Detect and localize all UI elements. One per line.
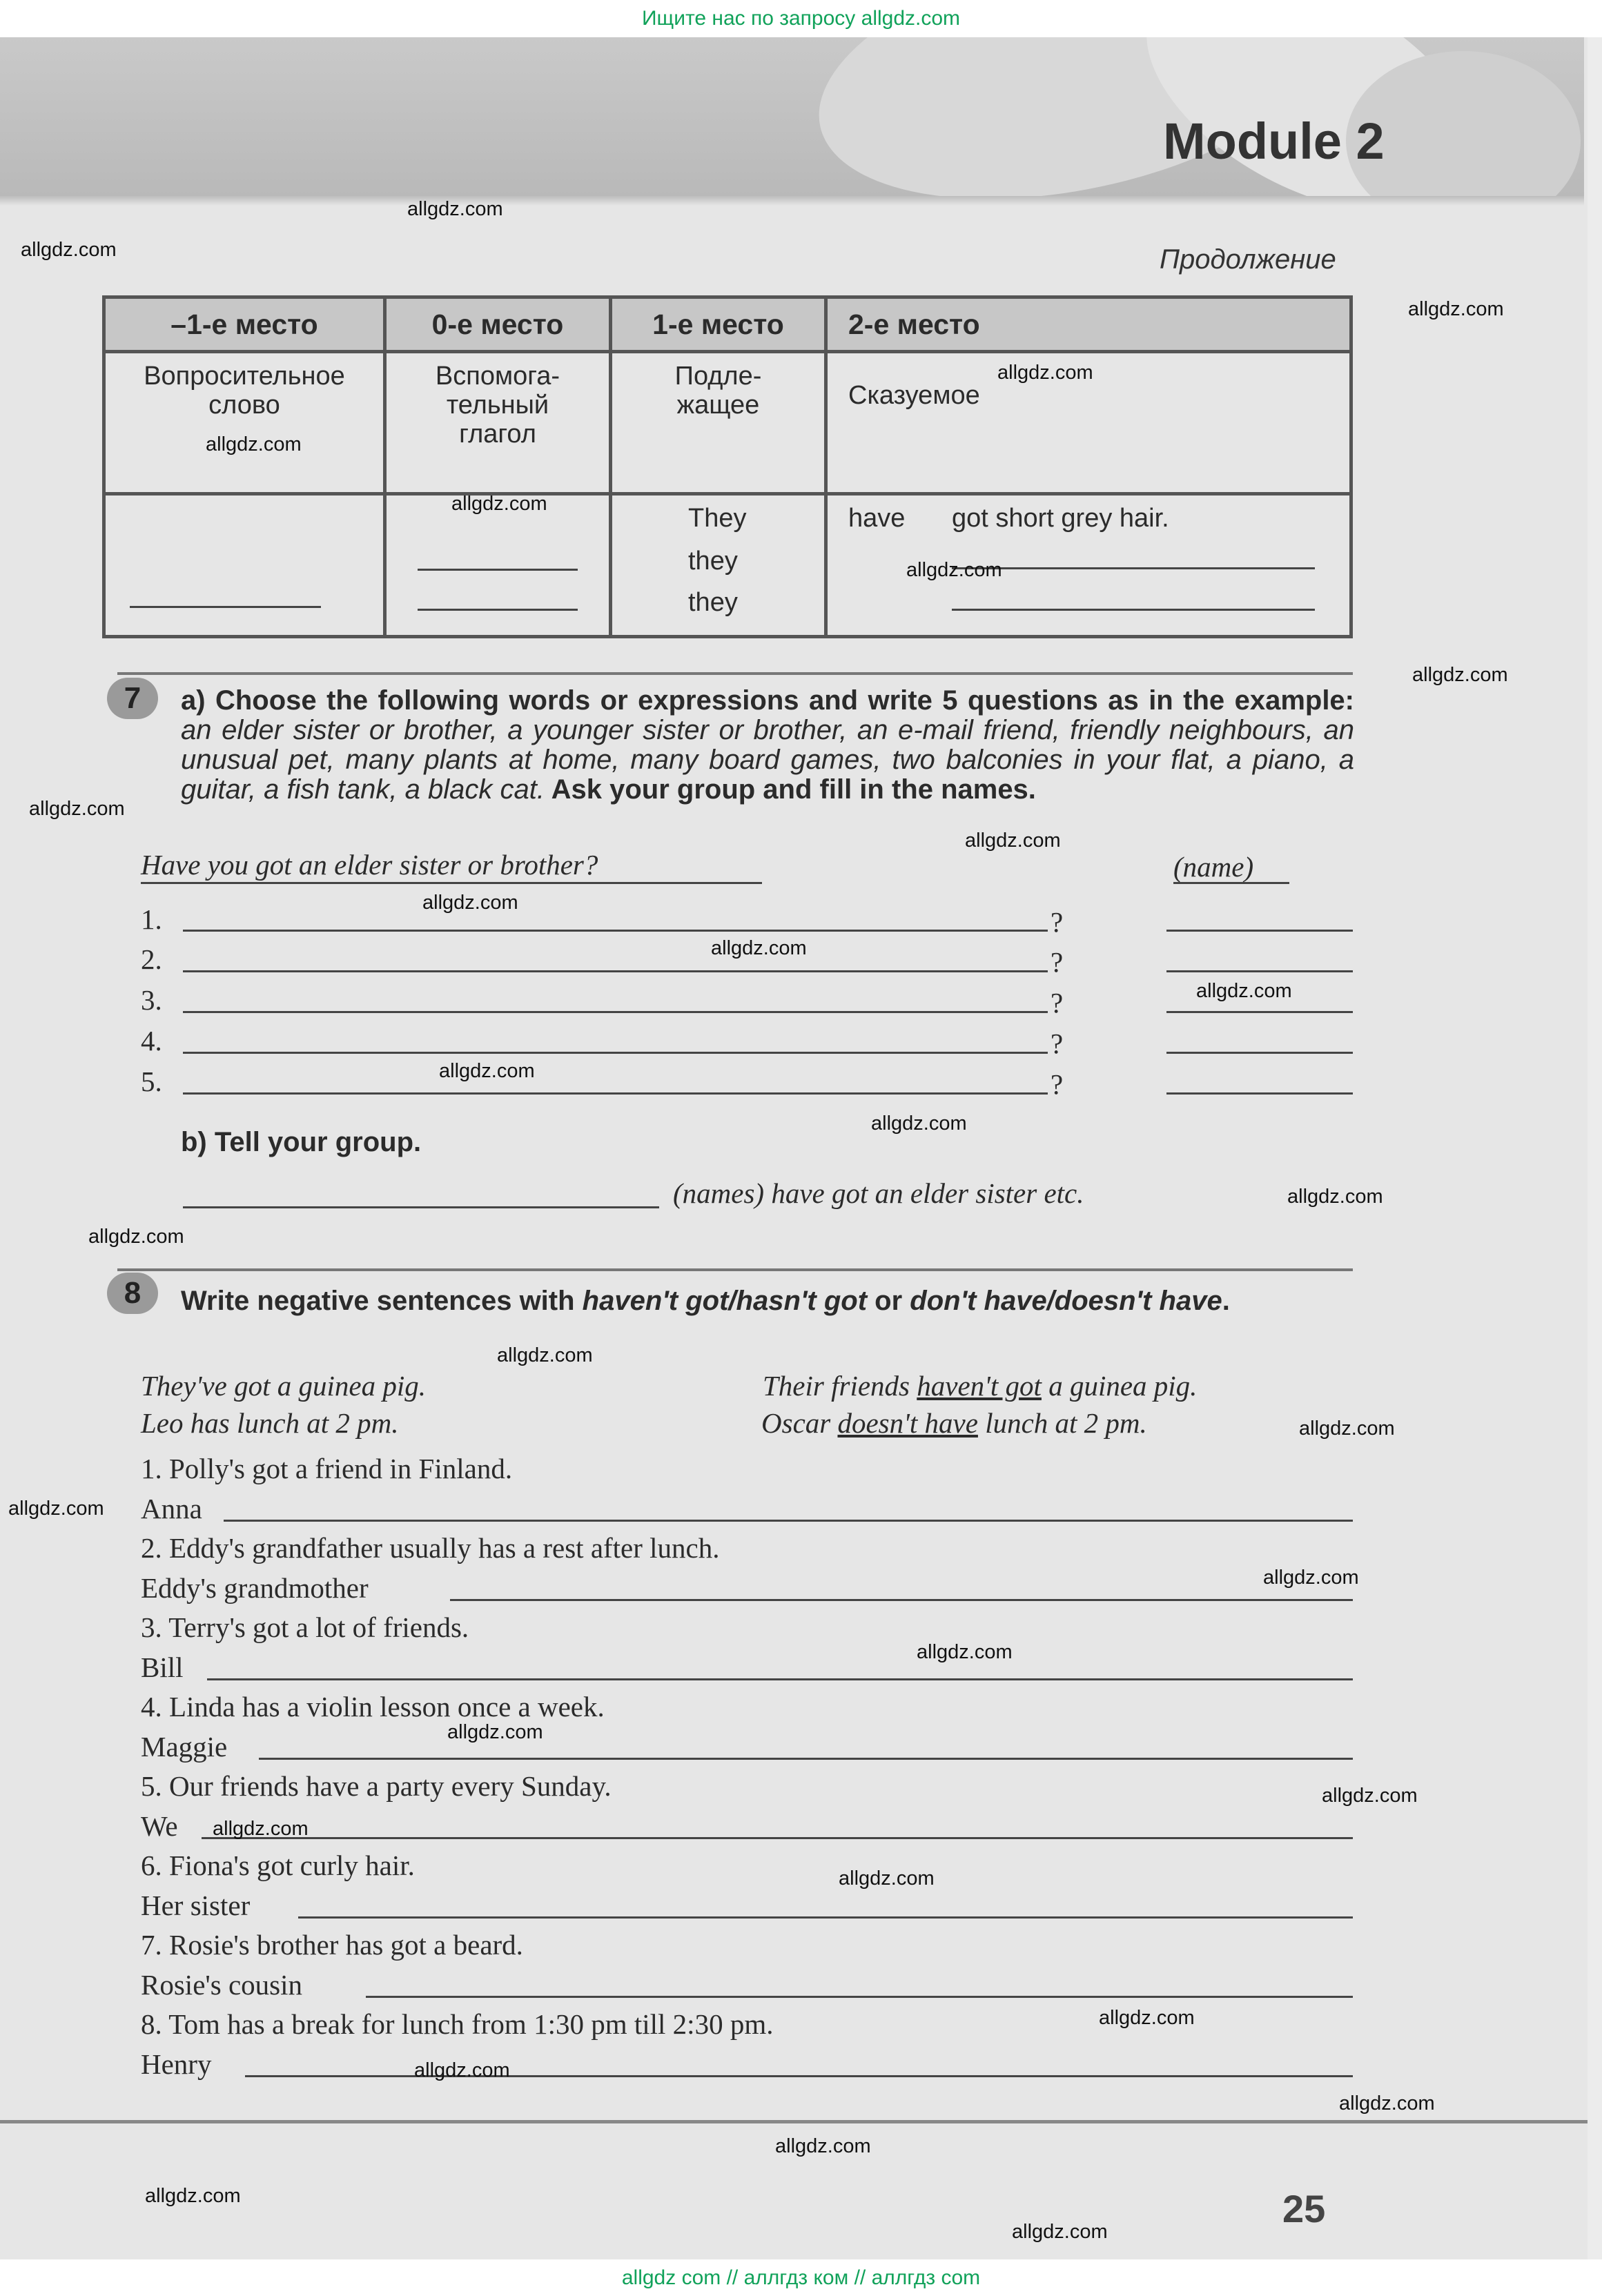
- answer-line-number: 1.: [141, 903, 162, 935]
- watermark-text: allgdz.com: [29, 798, 125, 820]
- watermark-text: allgdz.com: [213, 1818, 309, 1840]
- table-cell: Подле-жащее: [611, 352, 826, 494]
- answer-line[interactable]: [183, 1011, 1048, 1013]
- example-left: They've got a guinea pig.: [141, 1370, 426, 1402]
- item-sentence: 7. Rosie's brother has got a beard.: [141, 1929, 523, 1961]
- table-header: 2-е место: [826, 297, 1351, 352]
- answer-line-number: 3.: [141, 984, 162, 1016]
- item-subject: Bill: [141, 1651, 184, 1683]
- watermark-text: allgdz.com: [997, 362, 1093, 384]
- example-right: Oscar doesn't have lunch at 2 pm.: [761, 1407, 1147, 1439]
- top-banner-link[interactable]: Ищите нас по запросу allgdz.com: [0, 0, 1602, 37]
- answer-line[interactable]: [183, 1206, 659, 1208]
- answer-line[interactable]: [259, 1758, 1353, 1760]
- watermark-text: allgdz.com: [1012, 2221, 1108, 2243]
- watermark-text: allgdz.com: [871, 1112, 967, 1135]
- watermark-text: allgdz.com: [1322, 1785, 1418, 1807]
- word-order-table: [102, 295, 1353, 638]
- watermark-text: allgdz.com: [447, 1721, 543, 1743]
- watermark-text: allgdz.com: [1339, 2092, 1435, 2115]
- name-line[interactable]: [1166, 1052, 1353, 1054]
- watermark-text: allgdz.com: [1287, 1186, 1383, 1208]
- question-mark: ?: [1051, 987, 1064, 1019]
- exercise-number: 8: [107, 1273, 158, 1314]
- section-divider: [117, 672, 1353, 675]
- watermark-text: allgdz.com: [965, 830, 1061, 852]
- answer-line[interactable]: [183, 970, 1048, 972]
- table-cell: Вопросительное слово: [104, 352, 385, 494]
- watermark-text: allgdz.com: [88, 1226, 184, 1248]
- watermark-text: allgdz.com: [407, 198, 503, 220]
- watermark-text: allgdz.com: [917, 1641, 1013, 1663]
- table-header: 0-е место: [385, 297, 611, 352]
- item-subject: Anna: [141, 1493, 202, 1524]
- watermark-text: allgdz.com: [145, 2185, 241, 2207]
- continued-label: Продолжение: [1160, 244, 1336, 275]
- subject-word: They: [688, 504, 747, 533]
- table-cell: [104, 494, 385, 637]
- textbook-page: [0, 37, 1588, 2259]
- item-sentence: 8. Tom has a break for lunch from 1:30 pm till 2:30 pm.: [141, 2008, 774, 2040]
- watermark-text: allgdz.com: [1408, 298, 1504, 320]
- item-sentence: 1. Polly's got a friend in Finland.: [141, 1453, 513, 1484]
- item-sentence: 6. Fiona's got curly hair.: [141, 1849, 415, 1881]
- watermark-text: allgdz.com: [1263, 1567, 1359, 1589]
- item-subject: Maggie: [141, 1731, 228, 1763]
- name-line[interactable]: [1166, 930, 1353, 932]
- name-line[interactable]: [1166, 1011, 1353, 1013]
- exercise7-instruction: a) Choose the following words or expressions and write 5 questions as in the example: an elder sister or brother, a younger sister or brother, an e-mail friend, friendly neighbours, an unusual pet, many plants at home, many board games, two balconies in your flat, a piano, a guitar, a fish tank, a black cat. Ask your group and fill in the names.: [181, 685, 1354, 805]
- watermark-text: allgdz.com: [906, 559, 1002, 581]
- answer-line-number: 2.: [141, 943, 162, 975]
- predicate-rest: got short grey hair.: [952, 504, 1169, 533]
- answer-line[interactable]: [183, 930, 1048, 932]
- watermark-text: allgdz.com: [1099, 2007, 1195, 2029]
- watermark-text: allgdz.com: [8, 1498, 104, 1520]
- table-cell: Сказуемое: [826, 352, 1351, 494]
- question-mark: ?: [1051, 946, 1064, 978]
- name-line[interactable]: [1166, 970, 1353, 972]
- exercise8-instruction: Write negative sentences with haven't got/hasn't got or don't have/doesn't have.: [181, 1286, 1230, 1316]
- watermark-text: allgdz.com: [1196, 980, 1292, 1002]
- item-sentence: 4. Linda has a violin lesson once a week.: [141, 1691, 605, 1723]
- watermark-text: allgdz.com: [21, 239, 117, 261]
- watermark-text: allgdz.com: [414, 2059, 510, 2081]
- question-mark: ?: [1051, 906, 1064, 938]
- item-subject: Rosie's cousin: [141, 1969, 303, 2001]
- example-left: Leo has lunch at 2 pm.: [141, 1407, 399, 1439]
- module-title: Module 2: [1163, 112, 1385, 170]
- item-subject: Eddy's grandmother: [141, 1572, 369, 1604]
- bottom-banner-links[interactable]: allgdz com // аллгдз ком // аллгдз com: [0, 2259, 1602, 2296]
- answer-line[interactable]: [245, 2075, 1353, 2077]
- watermark-text: allgdz.com: [839, 1867, 935, 1890]
- answer-line[interactable]: [224, 1520, 1353, 1522]
- answer-line[interactable]: [183, 1092, 1048, 1095]
- example-name: (name): [1173, 851, 1254, 883]
- answer-line[interactable]: [183, 1052, 1048, 1054]
- predicate-aux: have: [848, 504, 906, 533]
- page-number: 25: [1282, 2187, 1326, 2230]
- answer-line-number: 4.: [141, 1025, 162, 1057]
- watermark-text: allgdz.com: [206, 433, 302, 455]
- subject-word: they: [688, 547, 738, 576]
- answer-line[interactable]: [207, 1678, 1353, 1680]
- watermark-text: allgdz.com: [1412, 664, 1508, 686]
- watermark-text: allgdz.com: [439, 1060, 535, 1082]
- table-header: 1-е место: [611, 297, 826, 352]
- table-cell: Вспомога-тельный глагол: [385, 352, 611, 494]
- item-sentence: 3. Terry's got a lot of friends.: [141, 1611, 469, 1643]
- watermark-text: allgdz.com: [451, 493, 547, 515]
- watermark-text: allgdz.com: [422, 892, 518, 914]
- example-right: Their friends haven't got a guinea pig.: [763, 1370, 1198, 1402]
- example-question: Have you got an elder sister or brother?: [141, 849, 598, 881]
- b-sentence: (names) have got an elder sister etc.: [673, 1177, 1084, 1209]
- item-sentence: 5. Our friends have a party every Sunday.: [141, 1770, 612, 1802]
- watermark-text: allgdz.com: [711, 937, 807, 959]
- watermark-text: allgdz.com: [497, 1344, 593, 1366]
- name-line[interactable]: [1166, 1092, 1353, 1095]
- question-mark: ?: [1051, 1028, 1064, 1059]
- table-header: –1-е место: [104, 297, 385, 352]
- table-cell: [826, 494, 1351, 637]
- item-subject: We: [141, 1810, 178, 1842]
- exercise7-instruction-b: b) Tell your group.: [181, 1127, 422, 1157]
- answer-line-number: 5.: [141, 1066, 162, 1097]
- table-cell: [611, 494, 826, 637]
- exercise-number: 7: [107, 678, 158, 719]
- answer-line[interactable]: [298, 1916, 1353, 1919]
- subject-word: they: [688, 588, 738, 617]
- watermark-text: allgdz.com: [1299, 1417, 1395, 1440]
- answer-line[interactable]: [202, 1837, 1353, 1839]
- answer-line[interactable]: [366, 1996, 1353, 1998]
- item-subject: Henry: [141, 2048, 212, 2080]
- section-divider: [117, 1268, 1353, 1271]
- watermark-text: allgdz.com: [775, 2135, 871, 2157]
- item-sentence: 2. Eddy's grandfather usually has a rest after lunch.: [141, 1532, 720, 1564]
- answer-line[interactable]: [450, 1599, 1353, 1601]
- question-mark: ?: [1051, 1068, 1064, 1100]
- item-subject: Her sister: [141, 1890, 251, 1921]
